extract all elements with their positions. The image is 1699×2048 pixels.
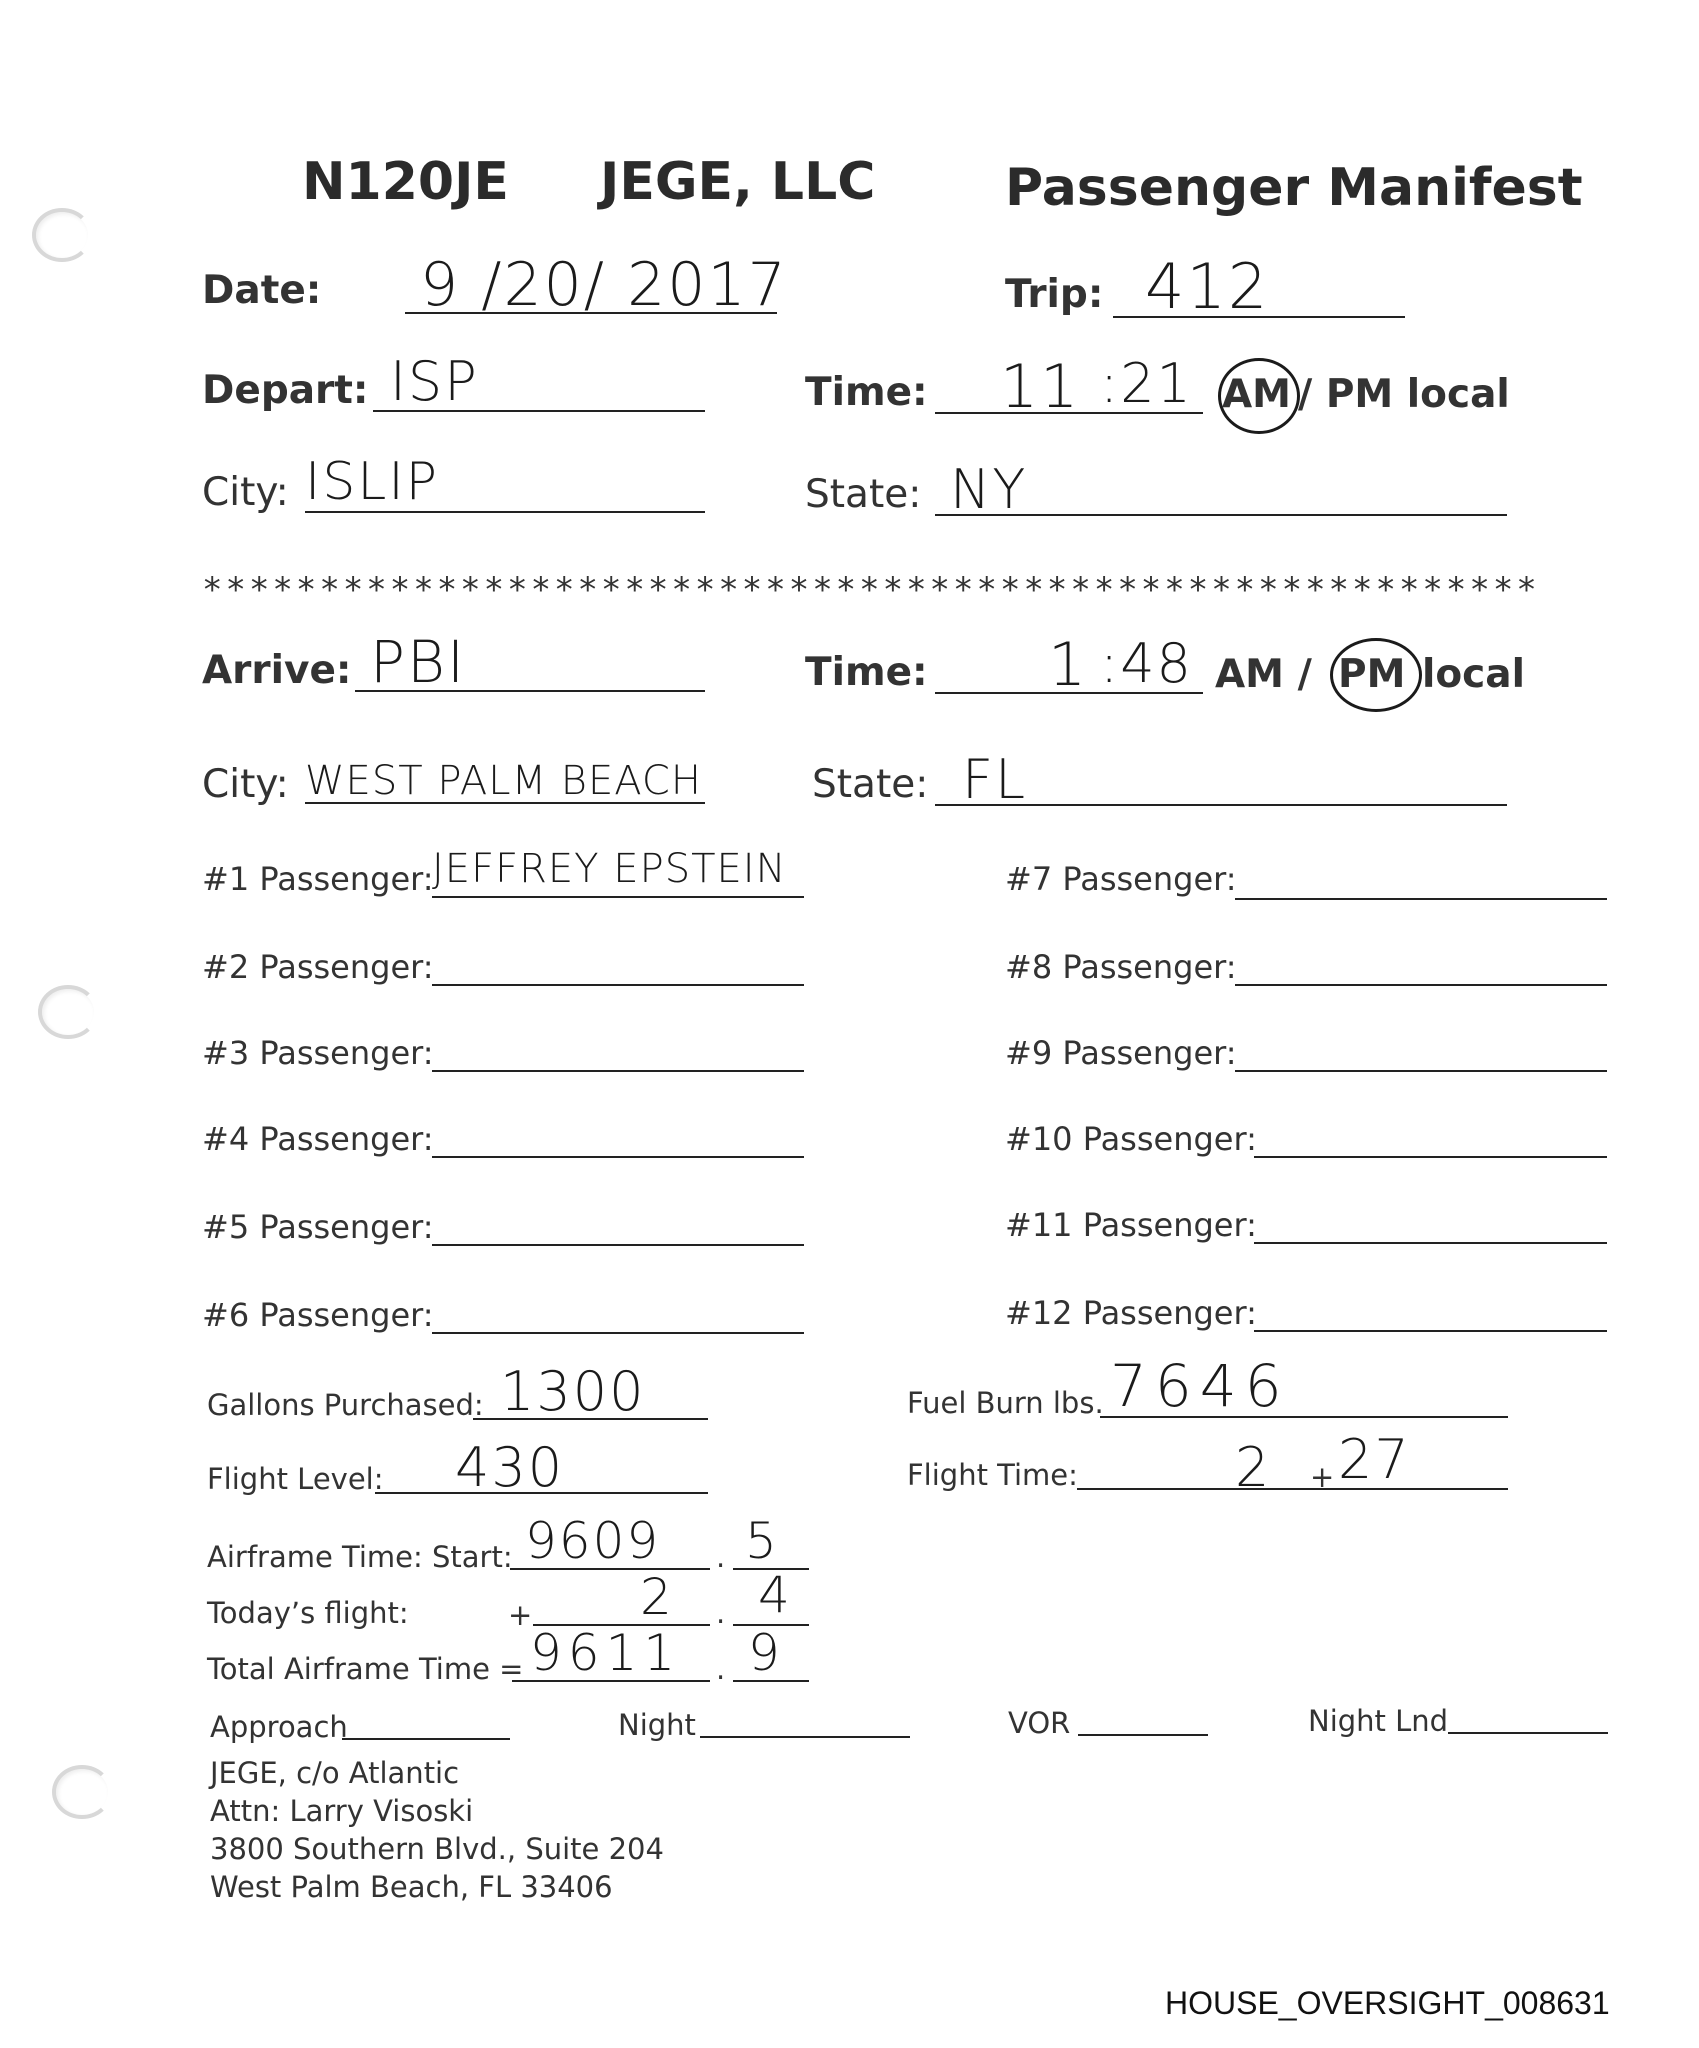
vor-label: VOR: [1008, 1706, 1071, 1740]
passenger-line-9: [1235, 1070, 1607, 1072]
passenger-label-10: #10 Passenger:: [1005, 1120, 1257, 1158]
address-line-4: West Palm Beach, FL 33406: [210, 1870, 613, 1904]
passenger-line-1: [432, 896, 804, 898]
passenger-label-3: #3 Passenger:: [202, 1034, 434, 1072]
flight-time-hours: 2: [1235, 1436, 1272, 1499]
night-lnd-label: Night Lnd: [1308, 1704, 1449, 1738]
passenger-line-3: [432, 1070, 804, 1072]
passenger-line-2: [432, 984, 804, 986]
passenger-line-4: [432, 1156, 804, 1158]
todays-whole: 2: [640, 1568, 674, 1626]
address-line-2: Attn: Larry Visoski: [210, 1794, 474, 1828]
todays-plus: +: [508, 1598, 533, 1632]
night-label: Night: [618, 1708, 696, 1742]
todays-flight-label: Today’s flight:: [207, 1596, 409, 1630]
arrive-city-value: WEST PALM BEACH: [305, 758, 702, 804]
passenger-line-7: [1235, 898, 1607, 900]
company-name: JEGE, LLC: [600, 152, 876, 212]
depart-city-label: City:: [202, 470, 289, 515]
arrive-am-label: AM /: [1215, 652, 1312, 697]
fuel-burn-value: 7646: [1110, 1352, 1290, 1420]
document-id: HOUSE_OVERSIGHT_008631: [1165, 1985, 1610, 2021]
flight-level-value: 430: [455, 1436, 565, 1499]
arrive-state-value: FL: [962, 748, 1028, 811]
depart-time-label: Time:: [805, 370, 928, 415]
approach-line: [342, 1738, 510, 1740]
todays-tenth: 4: [758, 1566, 792, 1624]
binder-hole-bottom: [52, 1765, 112, 1819]
trip-label: Trip:: [1005, 272, 1104, 317]
passenger-label-6: #6 Passenger:: [202, 1296, 434, 1334]
arrive-city-label: City:: [202, 762, 289, 807]
passenger-label-1: #1 Passenger:: [202, 860, 434, 898]
passenger-line-6: [432, 1332, 804, 1334]
passenger-label-5: #5 Passenger:: [202, 1208, 434, 1246]
fuel-burn-label: Fuel Burn lbs.: [907, 1386, 1104, 1420]
gallons-value: 1300: [500, 1360, 646, 1423]
passenger-line-10: [1254, 1156, 1607, 1158]
separator-stars: *********************************************************: [202, 570, 1540, 610]
depart-state-label: State:: [805, 472, 922, 517]
depart-am-label: AM: [1222, 372, 1291, 417]
binder-hole-top: [32, 208, 92, 262]
airframe-start-label: Airframe Time: Start:: [207, 1540, 513, 1574]
passenger-value-1: JEFFREY EPSTEIN: [432, 846, 787, 892]
flight-time-label: Flight Time:: [907, 1458, 1078, 1492]
total-airframe-label: Total Airframe Time =: [207, 1652, 524, 1686]
arrive-local-label: local: [1422, 652, 1525, 697]
gallons-label: Gallons Purchased:: [207, 1388, 484, 1422]
passenger-label-2: #2 Passenger:: [202, 948, 434, 986]
trip-value: 412: [1145, 250, 1270, 323]
flight-time-line: [1077, 1488, 1508, 1490]
date-value: 9 /20/ 2017: [420, 250, 788, 320]
depart-city-value: ISLIP: [305, 452, 440, 512]
passenger-line-5: [432, 1244, 804, 1246]
binder-hole-middle: [38, 985, 98, 1039]
address-line-1: JEGE, c/o Atlantic: [210, 1756, 460, 1790]
depart-label: Depart:: [202, 368, 369, 413]
depart-time-hour: 11: [1000, 352, 1081, 422]
passenger-label-11: #11 Passenger:: [1005, 1206, 1257, 1244]
flight-level-label: Flight Level:: [207, 1462, 384, 1496]
approach-label: Approach: [210, 1710, 348, 1744]
depart-time-min: :21: [1100, 352, 1193, 415]
depart-value: ISP: [390, 350, 479, 413]
flight-time-minutes: 27: [1338, 1428, 1411, 1491]
passenger-label-9: #9 Passenger:: [1005, 1034, 1237, 1072]
passenger-line-11: [1254, 1242, 1607, 1244]
airframe-start-tenth: 5: [745, 1512, 779, 1570]
night-line: [700, 1736, 910, 1738]
depart-pm-local-label: / PM local: [1298, 372, 1510, 417]
arrive-time-label: Time:: [805, 650, 928, 695]
page-title: Passenger Manifest: [1005, 158, 1583, 218]
passenger-label-4: #4 Passenger:: [202, 1120, 434, 1158]
night-lnd-line: [1448, 1732, 1608, 1734]
arrive-label: Arrive:: [202, 648, 352, 693]
airframe-start-whole: 9609: [525, 1512, 661, 1570]
arrive-time-min: :48: [1100, 632, 1193, 695]
address-block: [210, 1754, 664, 1906]
airframe-start-dot: .: [716, 1540, 726, 1574]
vor-line: [1078, 1734, 1208, 1736]
total-whole: 9611: [530, 1624, 682, 1682]
arrive-time-hour: 1: [1048, 630, 1089, 700]
total-dot: .: [716, 1652, 726, 1686]
total-tenth: 9: [748, 1624, 782, 1682]
arrive-value: PBI: [370, 628, 467, 696]
tail-number: N120JE: [302, 152, 509, 212]
arrive-pm-label: PM: [1338, 652, 1406, 697]
todays-dot: .: [716, 1596, 726, 1630]
address-line-3: 3800 Southern Blvd., Suite 204: [210, 1832, 664, 1866]
arrive-state-label: State:: [808, 762, 928, 807]
passenger-line-12: [1254, 1330, 1607, 1332]
passenger-label-12: #12 Passenger:: [1005, 1294, 1257, 1332]
flight-time-plus: +: [1310, 1460, 1335, 1494]
date-label: Date:: [202, 268, 322, 313]
passenger-label-8: #8 Passenger:: [1005, 948, 1237, 986]
passenger-line-8: [1235, 984, 1607, 986]
depart-state-value: NY: [950, 458, 1028, 521]
passenger-label-7: #7 Passenger:: [1005, 860, 1237, 898]
